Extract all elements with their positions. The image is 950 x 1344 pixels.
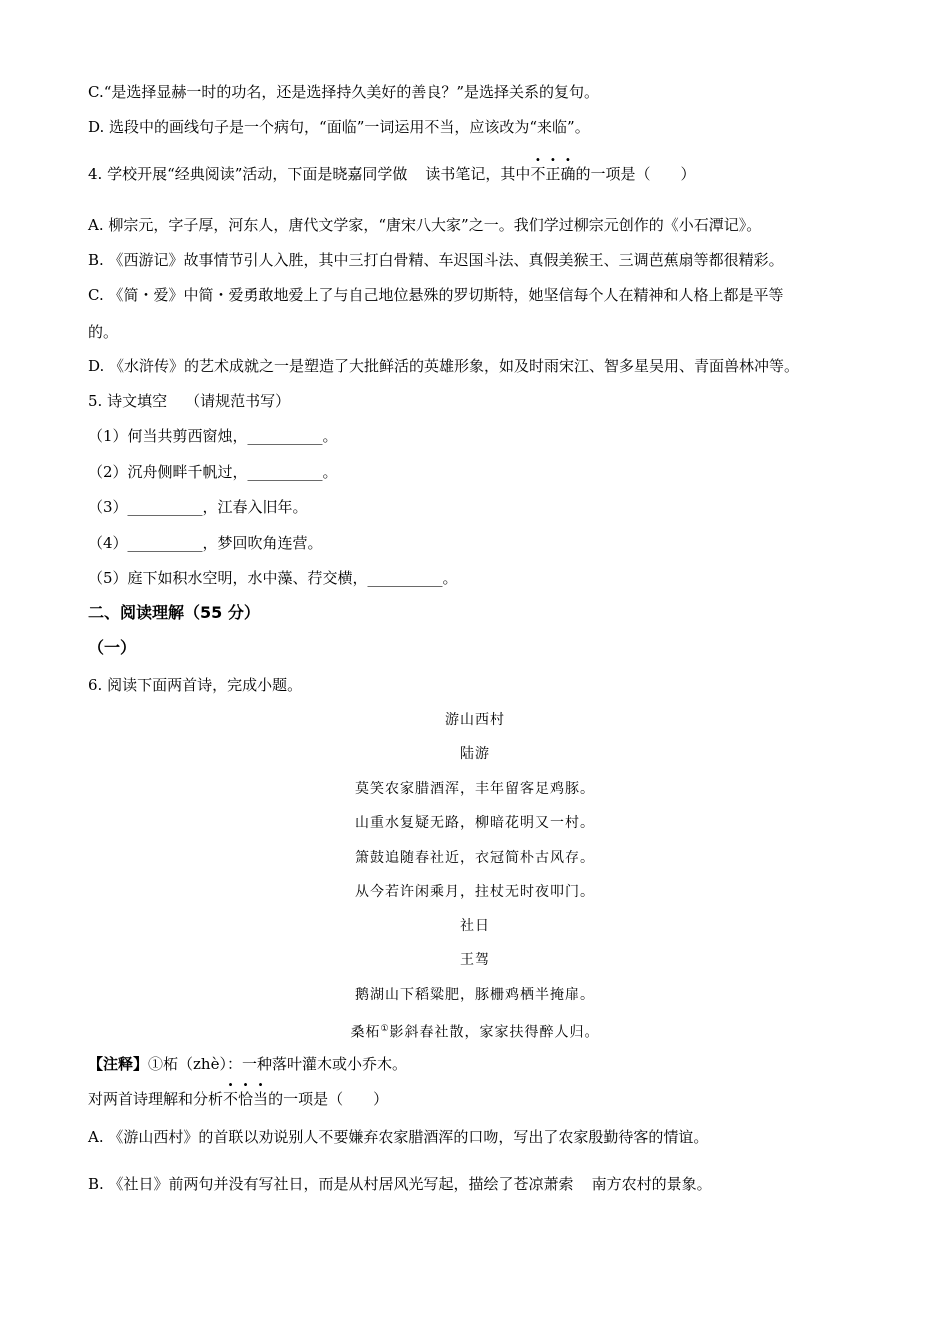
fill-blank: __________ bbox=[127, 534, 203, 552]
annotation bbox=[88, 1054, 407, 1074]
q5-title bbox=[88, 391, 290, 411]
fill-blank: __________ bbox=[247, 463, 323, 481]
q5-item bbox=[88, 497, 308, 517]
q4-stem-post: 的一项是（ ） bbox=[575, 165, 696, 183]
emphasis-char: 不 bbox=[530, 165, 546, 183]
q5-title-note: （请规范书写） bbox=[185, 392, 291, 410]
q5-item-pre: （4） bbox=[88, 534, 128, 552]
q5-item-post: 。 bbox=[322, 463, 338, 481]
poem1-line: 山重水复疑无路，柳暗花明又一村。 bbox=[355, 815, 595, 831]
q6-question bbox=[88, 1089, 388, 1109]
poem1-line: 莫笑农家腊酒浑，丰年留客足鸡豚。 bbox=[355, 781, 595, 797]
q5-item-post: 。 bbox=[442, 569, 458, 587]
q4-option-d: D. 《水浒传》的艺术成就之一是塑造了大批鲜活的英雄形象，如及时雨宋江、智多星吴用、青面兽林冲等。 bbox=[88, 357, 800, 375]
emphasis-char: 确 bbox=[560, 165, 576, 183]
poem1-line: 从今若许闲乘月，拄杖无时夜叩门。 bbox=[355, 884, 595, 900]
fill-blank: __________ bbox=[127, 498, 203, 516]
q5-item-pre: （5）庭下如积水空明，水中藻、荇交横， bbox=[88, 569, 368, 587]
poem2-author: 王驾 bbox=[460, 952, 490, 968]
q5-item-post: ，梦回吹角连营。 bbox=[202, 534, 323, 552]
emphasis-char: 不 bbox=[223, 1090, 239, 1108]
q6-question-post: 的一项是（ ） bbox=[268, 1090, 389, 1108]
fill-blank: __________ bbox=[367, 569, 443, 587]
footnote-marker: ① bbox=[380, 1024, 390, 1034]
q5-item-pre: （2）沉舟侧畔千帆过， bbox=[88, 463, 248, 481]
q5-item bbox=[88, 568, 458, 588]
q5-item-post: 。 bbox=[322, 427, 338, 445]
poem1-title: 游山西村 bbox=[445, 712, 505, 728]
q3-option-d: D. 选段中的画线句子是一个病句，“面临”一词运用不当，应该改为“来临”。 bbox=[88, 118, 590, 136]
annotation-label: 【注释】 bbox=[88, 1055, 149, 1073]
poem1-author: 陆游 bbox=[460, 746, 490, 762]
q5-item-pre: （1）何当共剪西窗烛， bbox=[88, 427, 248, 445]
q3-option-c: C.“是选择显赫一时的功名，还是选择持久美好的善良？”是选择关系的复句。 bbox=[88, 83, 600, 101]
q5-item bbox=[88, 462, 338, 482]
q4-stem bbox=[88, 164, 696, 184]
q5-item bbox=[88, 426, 338, 446]
q6-stem: 6. 阅读下面两首诗，完成小题。 bbox=[88, 676, 303, 694]
section-subtitle: （一） bbox=[88, 638, 137, 657]
poem1-line: 箫鼓追随春社近，衣冠简朴古风存。 bbox=[355, 850, 595, 866]
q4-option-c-line2: 的。 bbox=[88, 323, 119, 341]
poem2-title: 社日 bbox=[460, 918, 490, 934]
q6-option-b-pre: B. 《社日》前两句并没有写社日，而是从村居风光写起，描绘了苍凉萧索 bbox=[88, 1175, 574, 1193]
q5-item-post: ，江春入旧年。 bbox=[202, 498, 308, 516]
q4-option-c-line1: C. 《简・爱》中简・爱勇敢地爱上了与自己地位悬殊的罗切斯特，她坚信每个人在精神和人格上都是平等 bbox=[88, 286, 784, 304]
q6-question-pre: 对两首诗理解和分析 bbox=[88, 1090, 224, 1108]
fill-blank: __________ bbox=[247, 427, 323, 445]
q5-title-main: 5. 诗文填空 bbox=[88, 392, 168, 410]
q6-option-a: A. 《游山西村》的首联以劝说别人不要嫌弃农家腊酒浑的口吻，写出了农家殷勤待客的情谊。 bbox=[88, 1128, 709, 1146]
annotation-text: ①柘（zhè）：一种落叶灌木或小乔木。 bbox=[148, 1055, 407, 1073]
poem2-line: 鹅湖山下稻粱肥，豚栅鸡栖半掩扉。 bbox=[355, 987, 595, 1003]
emphasis-char: 正 bbox=[545, 165, 561, 183]
poem2-line-pre: 桑柘 bbox=[350, 1024, 381, 1041]
q5-item bbox=[88, 533, 323, 553]
q4-stem-pre: 4. 学校开展“经典阅读”活动，下面是晓嘉同学做 bbox=[88, 165, 408, 183]
q6-option-b bbox=[88, 1174, 712, 1194]
section-title: 二、阅读理解（55 分） bbox=[88, 603, 260, 622]
q4-option-a: A. 柳宗元，字子厚，河东人，唐代文学家，“唐宋八大家”之一。我们学过柳宗元创作的《小石潭记》。 bbox=[88, 216, 762, 234]
emphasis-char: 当 bbox=[253, 1090, 269, 1108]
q4-stem-mid: 读书笔记，其中 bbox=[425, 165, 531, 183]
poem2-line bbox=[0, 1019, 950, 1043]
q6-option-b-post: 南方农村的景象。 bbox=[591, 1175, 712, 1193]
q5-item-pre: （3） bbox=[88, 498, 128, 516]
q4-option-b: B. 《西游记》故事情节引人入胜，其中三打白骨精、车迟国斗法、真假美猴王、三调芭蕉扇等都很精彩。 bbox=[88, 251, 784, 269]
emphasis-char: 恰 bbox=[238, 1090, 254, 1108]
poem2-line-post: 影斜春社散，家家扶得醉人归。 bbox=[389, 1024, 600, 1041]
